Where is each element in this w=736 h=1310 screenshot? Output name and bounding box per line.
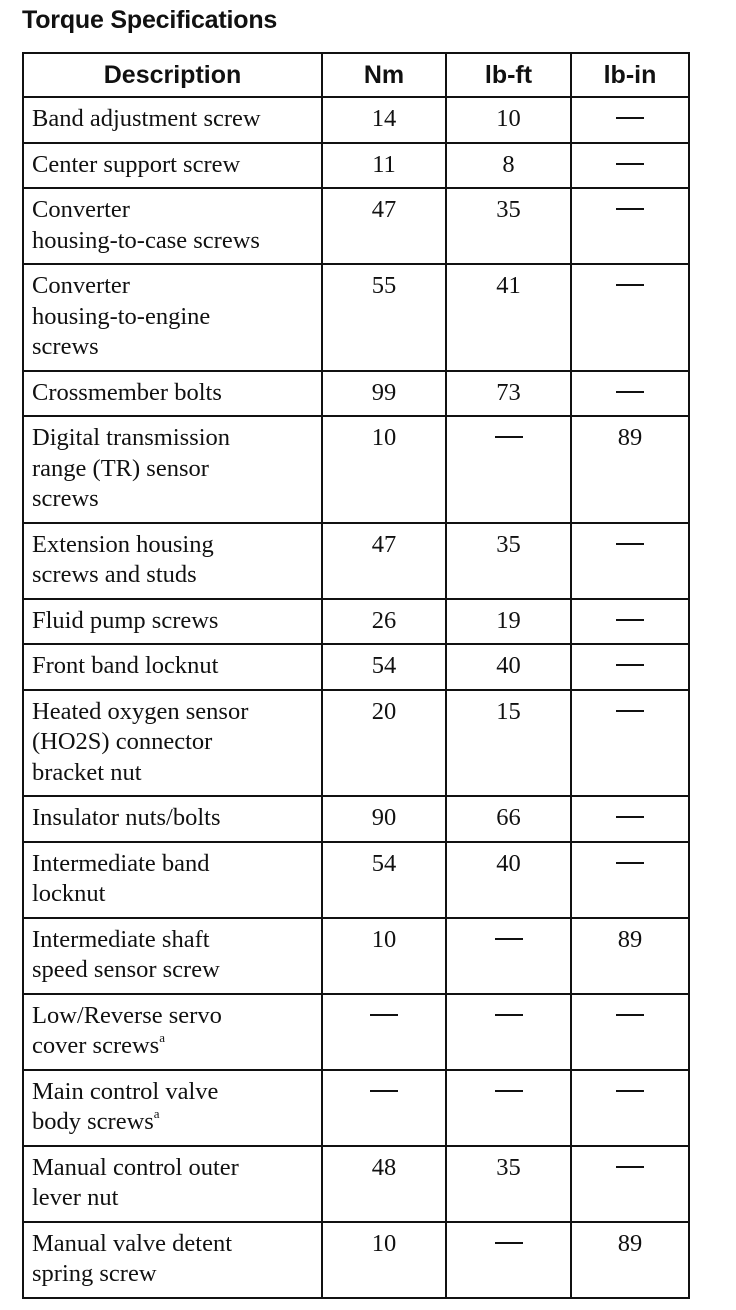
description-line: spring screw bbox=[32, 1260, 157, 1287]
lb-in-cell bbox=[571, 371, 689, 417]
description-line: Converter bbox=[32, 196, 130, 223]
description-cell bbox=[23, 264, 322, 371]
value: 35 bbox=[496, 196, 521, 223]
lb-ft-cell bbox=[446, 1222, 571, 1298]
description-line: screws bbox=[32, 333, 99, 360]
nm-cell bbox=[322, 690, 446, 797]
value: 47 bbox=[371, 530, 397, 558]
em-dash bbox=[370, 1090, 398, 1092]
em-dash bbox=[495, 1242, 523, 1244]
nm-cell bbox=[322, 97, 446, 143]
lb-ft-cell bbox=[446, 599, 571, 645]
description-line: Insulator nuts/bolts bbox=[32, 804, 221, 831]
lb-in-cell bbox=[571, 644, 689, 690]
lb-in-cell bbox=[571, 690, 689, 797]
description-line: Heated oxygen sensor bbox=[32, 697, 249, 725]
value: 55 bbox=[371, 272, 397, 299]
table-row bbox=[23, 599, 689, 645]
description-line: speed sensor screw bbox=[32, 956, 220, 983]
table-row bbox=[23, 796, 689, 842]
lb-in-cell bbox=[571, 523, 689, 599]
lb-in-cell bbox=[571, 842, 689, 918]
lb-in-cell bbox=[571, 796, 689, 842]
value: 99 bbox=[371, 378, 397, 406]
em-dash bbox=[616, 816, 644, 818]
em-dash bbox=[370, 1014, 398, 1016]
description-cell bbox=[23, 416, 322, 523]
lb-ft-cell bbox=[446, 523, 571, 599]
table-row bbox=[23, 1222, 689, 1298]
em-dash bbox=[616, 1166, 644, 1168]
footnote-marker: a bbox=[159, 1030, 165, 1045]
value: 10 bbox=[496, 105, 521, 132]
lb-in-cell bbox=[571, 1222, 689, 1298]
lb-in-cell bbox=[571, 994, 689, 1070]
lb-in-cell bbox=[571, 918, 689, 994]
nm-cell bbox=[322, 796, 446, 842]
table-row bbox=[23, 644, 689, 690]
description-cell bbox=[23, 644, 322, 690]
description-cell bbox=[23, 599, 322, 645]
lb-in-cell bbox=[571, 143, 689, 189]
lb-ft-cell bbox=[446, 264, 571, 371]
lb-ft-cell bbox=[446, 994, 571, 1070]
value: 73 bbox=[496, 378, 521, 406]
page-title: Torque Specifications bbox=[22, 6, 278, 34]
description-cell bbox=[23, 918, 322, 994]
description-line: Converter bbox=[32, 272, 130, 299]
description-cell bbox=[23, 690, 322, 797]
table-row bbox=[23, 416, 689, 523]
torque-spec-table bbox=[22, 52, 690, 1299]
lb-ft-cell bbox=[446, 842, 571, 918]
em-dash bbox=[616, 543, 644, 545]
description-line: screws bbox=[32, 485, 99, 512]
description-line: housing-to-case screws bbox=[32, 226, 260, 254]
description-line: body screws bbox=[32, 1108, 154, 1135]
nm-cell bbox=[322, 1070, 446, 1146]
description-line: Manual valve detent bbox=[32, 1229, 233, 1257]
value: 10 bbox=[371, 424, 397, 451]
value: 89 bbox=[617, 424, 643, 451]
table-row bbox=[23, 188, 689, 264]
table-row bbox=[23, 690, 689, 797]
em-dash bbox=[616, 1014, 644, 1016]
value: 10 bbox=[371, 925, 397, 953]
description-line: locknut bbox=[32, 880, 106, 907]
value: 11 bbox=[372, 150, 396, 178]
description-line: Main control valve bbox=[32, 1077, 219, 1105]
description-cell bbox=[23, 1146, 322, 1222]
description-cell bbox=[23, 796, 322, 842]
table-row bbox=[23, 97, 689, 143]
em-dash bbox=[616, 710, 644, 712]
nm-cell bbox=[322, 371, 446, 417]
value: 14 bbox=[371, 105, 397, 132]
value: 48 bbox=[371, 1153, 397, 1181]
em-dash bbox=[616, 862, 644, 864]
value: 54 bbox=[371, 849, 397, 877]
description-cell bbox=[23, 97, 322, 143]
lb-in-cell bbox=[571, 1070, 689, 1146]
value: 15 bbox=[496, 697, 521, 725]
em-dash bbox=[616, 619, 644, 621]
description-cell bbox=[23, 523, 322, 599]
value: 19 bbox=[496, 606, 521, 634]
em-dash bbox=[616, 284, 644, 286]
value: 89 bbox=[617, 925, 643, 953]
em-dash bbox=[495, 436, 523, 438]
nm-cell bbox=[322, 994, 446, 1070]
value: 90 bbox=[371, 804, 397, 831]
value: 8 bbox=[502, 150, 515, 178]
description-cell bbox=[23, 1222, 322, 1298]
description-cell bbox=[23, 188, 322, 264]
table-row bbox=[23, 994, 689, 1070]
description-line: Digital transmission bbox=[32, 424, 231, 451]
description-line: (HO2S) connector bbox=[32, 728, 213, 755]
description-cell bbox=[23, 371, 322, 417]
description-cell bbox=[23, 1070, 322, 1146]
description-line: Manual control outer bbox=[32, 1153, 239, 1181]
description-cell bbox=[23, 842, 322, 918]
em-dash bbox=[616, 208, 644, 210]
footnote-marker: a bbox=[153, 1106, 160, 1121]
description-line: bracket nut bbox=[32, 758, 142, 786]
lb-in-cell bbox=[571, 188, 689, 264]
value: 66 bbox=[496, 804, 521, 831]
em-dash bbox=[616, 163, 644, 165]
nm-cell bbox=[322, 188, 446, 264]
em-dash bbox=[616, 117, 644, 119]
nm-cell bbox=[322, 416, 446, 523]
description-line: Extension housing bbox=[32, 530, 214, 558]
em-dash bbox=[616, 391, 644, 393]
value: 40 bbox=[496, 849, 521, 877]
nm-cell bbox=[322, 523, 446, 599]
nm-cell bbox=[322, 599, 446, 645]
lb-ft-cell bbox=[446, 188, 571, 264]
description-line: Crossmember bolts bbox=[32, 378, 222, 406]
lb-in-cell bbox=[571, 264, 689, 371]
description-line: Intermediate shaft bbox=[32, 925, 210, 953]
em-dash bbox=[495, 1014, 523, 1016]
nm-cell bbox=[322, 918, 446, 994]
value: 35 bbox=[496, 1153, 521, 1181]
lb-in-cell bbox=[571, 416, 689, 523]
description-line: range (TR) sensor bbox=[32, 454, 209, 482]
em-dash bbox=[495, 1090, 523, 1092]
value: 26 bbox=[371, 606, 397, 634]
value: 20 bbox=[371, 697, 397, 725]
nm-cell bbox=[322, 1222, 446, 1298]
value: 35 bbox=[496, 530, 521, 558]
lb-in-cell bbox=[571, 1146, 689, 1222]
em-dash bbox=[616, 1090, 644, 1092]
value: 41 bbox=[496, 272, 521, 299]
table-row bbox=[23, 371, 689, 417]
header-lb-in: lb-in bbox=[571, 53, 689, 97]
table-row bbox=[23, 1070, 689, 1146]
description-cell bbox=[23, 994, 322, 1070]
lb-ft-cell bbox=[446, 416, 571, 523]
table-row bbox=[23, 842, 689, 918]
nm-cell bbox=[322, 143, 446, 189]
lb-ft-cell bbox=[446, 97, 571, 143]
em-dash bbox=[495, 938, 523, 940]
value: 54 bbox=[371, 652, 397, 679]
lb-ft-cell bbox=[446, 796, 571, 842]
table-row bbox=[23, 1146, 689, 1222]
header-description: Description bbox=[23, 53, 322, 97]
em-dash bbox=[616, 664, 644, 666]
lb-in-cell bbox=[571, 97, 689, 143]
description-line: Intermediate band bbox=[32, 849, 210, 877]
table-row bbox=[23, 143, 689, 189]
lb-ft-cell bbox=[446, 690, 571, 797]
value: 40 bbox=[496, 652, 521, 679]
table-row bbox=[23, 918, 689, 994]
lb-ft-cell bbox=[446, 1146, 571, 1222]
description-line: Low/Reverse servo bbox=[32, 1001, 222, 1029]
description-line: Band adjustment screw bbox=[32, 105, 261, 132]
lb-ft-cell bbox=[446, 143, 571, 189]
description-line: Fluid pump screws bbox=[32, 606, 219, 634]
nm-cell bbox=[322, 842, 446, 918]
description-line: cover screws bbox=[32, 1032, 160, 1059]
header-nm: Nm bbox=[322, 53, 446, 97]
description-line: lever nut bbox=[32, 1184, 119, 1211]
nm-cell bbox=[322, 644, 446, 690]
description-cell bbox=[23, 143, 322, 189]
lb-ft-cell bbox=[446, 1070, 571, 1146]
description-line: Center support screw bbox=[32, 150, 241, 178]
lb-ft-cell bbox=[446, 371, 571, 417]
description-line: Front band locknut bbox=[32, 652, 219, 679]
description-line: screws and studs bbox=[32, 561, 197, 588]
value: 47 bbox=[371, 196, 397, 223]
description-line: housing-to-engine bbox=[32, 302, 211, 330]
table-header-row bbox=[23, 53, 689, 97]
table-row bbox=[23, 523, 689, 599]
lb-ft-cell bbox=[446, 644, 571, 690]
value: 10 bbox=[371, 1229, 397, 1257]
lb-in-cell bbox=[571, 599, 689, 645]
lb-ft-cell bbox=[446, 918, 571, 994]
nm-cell bbox=[322, 264, 446, 371]
nm-cell bbox=[322, 1146, 446, 1222]
value: 89 bbox=[617, 1229, 643, 1257]
header-lb-ft: lb-ft bbox=[446, 53, 571, 97]
table-row bbox=[23, 264, 689, 371]
